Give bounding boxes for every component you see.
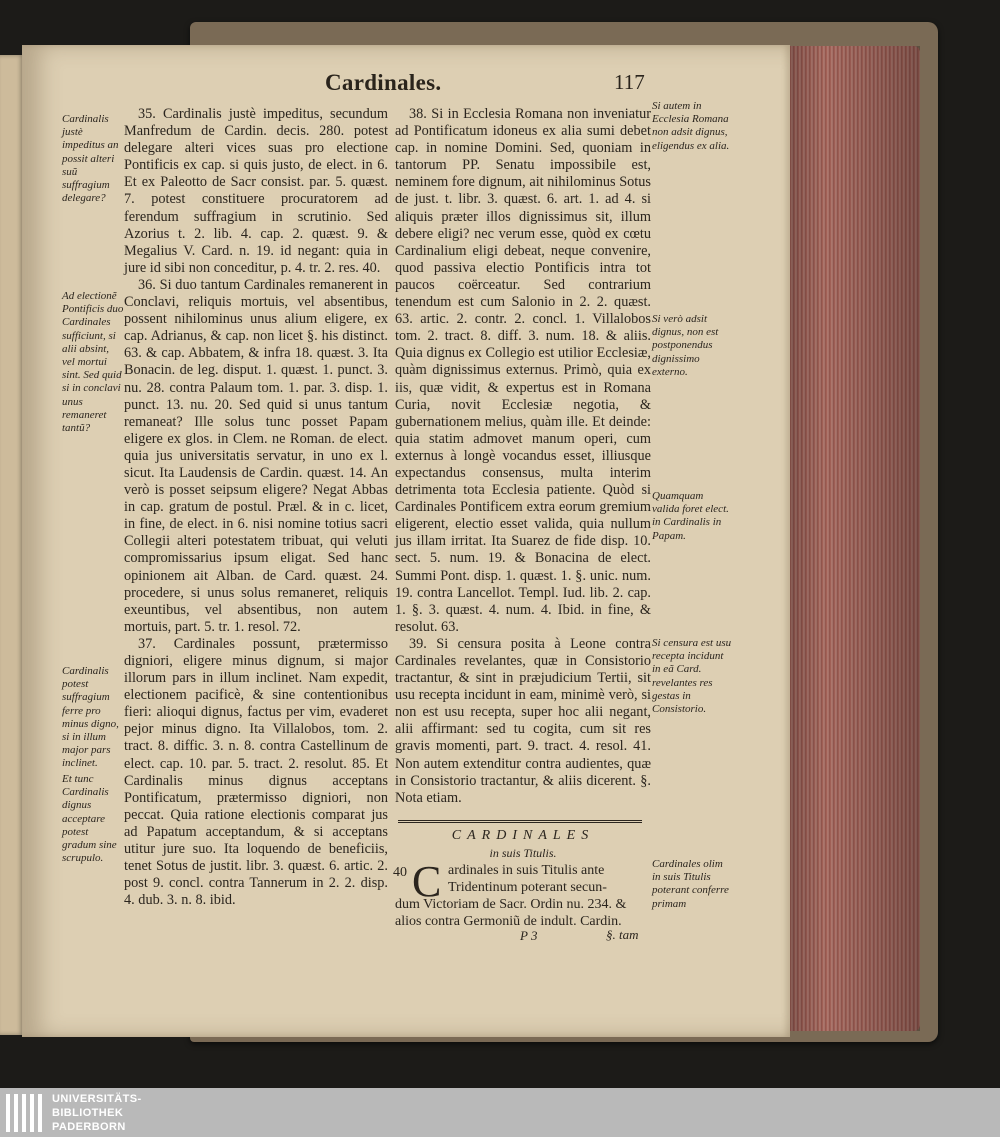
text-column-left [124, 106, 388, 909]
margin-note-right: Quamquam valida foret elect. in Cardinalis in Papam. [652, 490, 729, 542]
library-logo-icon [6, 1094, 46, 1132]
margin-note-left: Ad electionẽ Pontificis duo Cardinales sufficiunt, si alii absint, vel mortui sint. Sed quid si in conclavi unus remaneret tantũ? [62, 290, 124, 435]
paragraph-36: 36. Si duo tantum Cardinales remanerent in Conclavi, reliquis mortuis, vel absentibus, possent nihilominus unus alium eligere, ex cap. Adrianus, & cap. non licet §. his distinct. 63. & cap. Abbatem, & infra 18. quæst. 3. Ita Bonacin. de leg. disput. 1. quæst. 1. punct. 3. nu. 28. contra Palaum tom. 1. par. 3. disp. 1. punct. 13. nu. 20. Sed quid si unus tantum remaneat? Ille solus tunc posset Papam eligere ex glos. in Clem. ne Roman. de elect. quia jus universitatis servatur, in uno ex l. sicut. Ita Laudensis de Cardin. quæst. 14. An verò is posset seipsum eligere? Negat Abbas in cap. gratum de postul. Præl. & in c. licet, in fine, de elect. in 6. nisi nomine totius sacri Collegii alteri potestatem tribuat, qui veluti compromissarius ipsum eligat. Sed hanc opinionem ait Alban. de Card. quæst. 24. procedere, si unus solus remaneret, reliquis exeuntibus, vel absentibus, non autem mortuis, part. 5. tr. 1. resol. 72. [124, 276, 388, 635]
margin-note-right: Si censura est usu recepta incidunt in eã Card. revelantes res gestas in Consistorio. [652, 637, 732, 716]
margin-note-right: Cardinales olim in suis Titulis poterant conferre primam [652, 858, 729, 910]
paragraph-40-rest: dum Victoriam de Sacr. Ordin nu. 234. & alios contra Germoniũ de indult. Cardin. [395, 897, 627, 929]
paragraph-number: 40 [393, 865, 407, 880]
library-name-line-3: PADERBORN [52, 1121, 126, 1133]
drop-cap: C [412, 857, 442, 906]
paragraph-39: 39. Si censura posita à Leone contra Cardinales revelantes, quæ in Consistorio tractantur, & sint in præjudicium Tertii, sit usu recepta incidunt in eam, minimè verò, si non est usu recepta, super hoc alii negant, alii affirmant: sed tu cogita, cum sit res gravis momenti, part. 9. tract. 4. resol. 41. Non autem extenditur contra audientes, quæ in Consistorio tractantur, & aliis dicerent. §. Nota etiam. [395, 635, 651, 806]
margin-note-left: Et tunc Cardinalis dignus acceptare potest gradum sine scrupulo. [62, 773, 117, 865]
paragraph-35: 35. Cardinalis justè impeditus, secundum Manfredum de Cardin. decis. 280. potest delegare alteri vices suas pro electione Pontificis ex cap. si quis justo, de elect. in 6. Et ex Paleotto de Sacr consist. par. 5. quæst. 7. potest constituere procuratorem ad ferendum suffragium in scrutinio. Sed Azorius t. 2. lib. 4. cap. 2. quæst. 9. & Megalius V. Card. n. 19. id negant: quia in jure id sibi non conceditur, p. 4. tr. 2. res. 40. [124, 106, 388, 276]
signature-mark: P 3 [520, 928, 538, 943]
section-subheading: in suis Titulis. [489, 846, 557, 860]
page-number: 117 [614, 70, 645, 94]
running-head: Cardinales. [325, 70, 442, 95]
text-column-right [395, 106, 651, 807]
fore-edge-shade [785, 46, 920, 1031]
catchword: §. tam [606, 927, 639, 942]
section-rule [398, 820, 642, 823]
library-footer [0, 1088, 1000, 1137]
paragraph-40-start: ardinales in suis Titulis ante Tridentinum poterant secun- [448, 863, 607, 895]
margin-note-left: Cardinalis potest suffragium ferre pro minus digno, si in illum major pars inclinet. [62, 665, 119, 770]
margin-note-right: Si autem in Ecclesia Romana non adsit dignus, eligendus ex alia. [652, 100, 730, 152]
facing-page-edge [0, 55, 24, 1035]
paragraph-38: 38. Si in Ecclesia Romana non inveniatur ad Pontificatum idoneus ex alia sumi debet cap. in nomine Domini. Sed, quoniam in tantorum PP. Senatu impossibile est, neminem fore dignum, ait nihilominus Sotus de just. t. libr. 3. quæst. 6. art. 1. ad 4. si aliquis præter illos dignissimus sit, illum debere eligi? nec verum esse, quòd ex cœtu Cardinalium eligi debeat, neque convenire, quod passiva electio Pontificis intra tot paucos coërceatur. Sed contrarium tenendum est cum Salonio in 2. 2. quæst. 63. artic. 2. contr. 2. concl. 1. Villalobos tom. 2. tract. 8. diff. 3. num. 18. & aliis. Quia dignus ex Collegio est utilior Ecclesiæ, quàm dignissimus externus. Primò, quia ex iis, quæ vidit, & expertus est in Romana Curia, novit Ecclesiæ negotia, & gubernationem melius, quàm ille. Et deinde: quia statim admovet manum operi, cum externus à longè vocandus esset, illiusque expectandus consensus, multa interim detrimenta tota Ecclesia patiente. Quòd si Cardinales Pontificem extra eorum gremium eligerent, electio esset valida, quia nullum jus illam irritat. Ita Suarez de fide disp. 10. sect. 5. num. 19. & Bonacina de elect. Summi Pont. disp. 1. quæst. 1. §. unic. num. 19. contra Lancellot. Templ. Iud. lib. 2. cap. 1. §. 3. quæst. 4. num. 4. Ibid. in fine, & resolut. 63. [395, 106, 651, 635]
library-name-line-2: BIBLIOTHEK [52, 1107, 124, 1119]
section-heading: CARDINALES [451, 828, 595, 843]
paragraph-37: 37. Cardinales possunt, prætermisso digniori, eligere minus dignum, si major illorum pars in illum inclinet. Nam expedit, electionem pacificè, & sine contentionibus fieri: alioqui dignus, factus per vim, evaderet pejor minus digno. Ita Villalobos, tom. 2. tract. 8. diffic. 3. n. 8. contra Castellinum de elect. cap. 10. par. 5. tract. 2. resolut. 85. Et Cardinalis minus dignus acceptans Pontificatum, prætermisso digniori, non peccat. Quia ratione electionis comparat jus ad Papatum acceptandum, & si acceptans utitur jure suo. Ita loquendo de beneficiis, tenet Sotus de justit. libr. 3. quæst. 6. artic. 2. post 9. concl. contra Tannerum in 2. 2. disp. 4. dub. 3. n. 8. ibid. [124, 635, 388, 909]
margin-note-right: Si verò adsit dignus, non est postponendus dignissimo externo. [652, 313, 719, 378]
margin-note-left: Cardinalis justè impeditus an possit alteri suũ suffragium delegare? [62, 113, 119, 205]
library-name-line-1: UNIVERSITÄTS- [52, 1093, 142, 1105]
